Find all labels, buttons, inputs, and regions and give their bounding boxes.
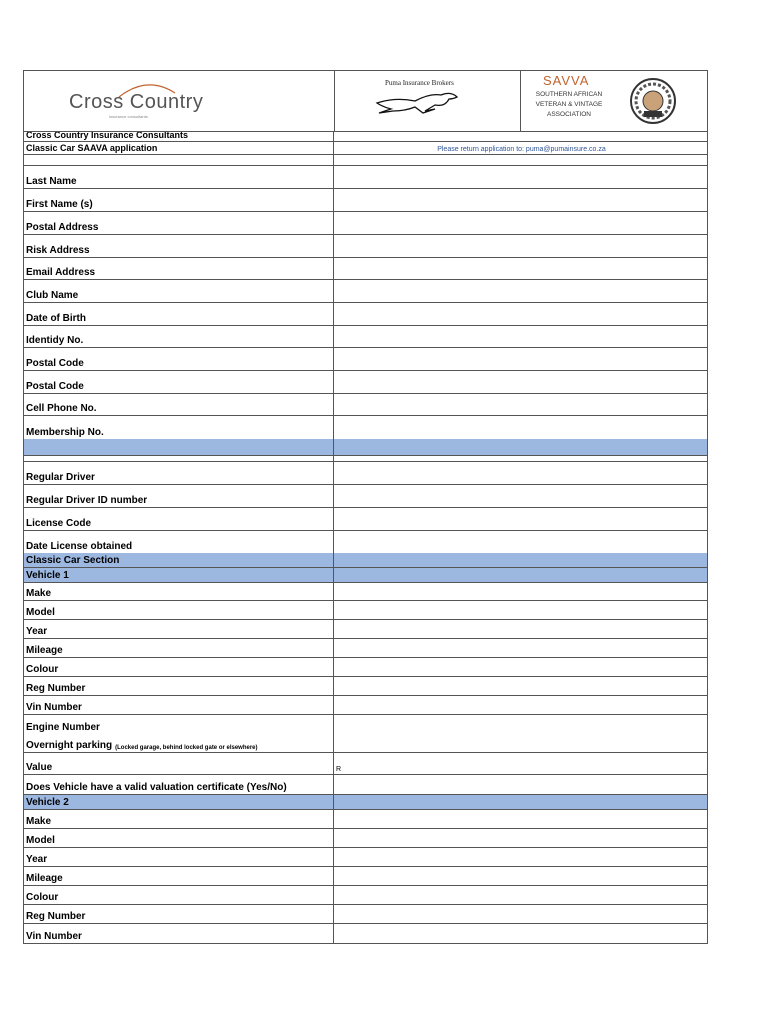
field-input-value[interactable] — [334, 753, 707, 774]
field-label-date-of-birth: Date of Birth — [24, 303, 334, 325]
field-input-vin-number[interactable] — [334, 696, 707, 714]
form-row — [24, 189, 707, 212]
application-form — [23, 70, 708, 944]
vehicle-2-section — [24, 810, 707, 943]
cross-country-logo: Cross Country insurance consultants — [69, 91, 209, 117]
form-row — [24, 583, 707, 601]
field-label-model: Model — [24, 829, 334, 847]
classic-car-section-title: Classic Car Section — [24, 553, 334, 567]
intro-row — [24, 142, 707, 155]
field-label-cell-phone-no: Cell Phone No. — [24, 394, 334, 415]
field-label-regular-driver: Regular Driver — [24, 462, 334, 484]
spacer-row — [24, 155, 707, 166]
field-label-year: Year — [24, 848, 334, 866]
form-row — [24, 886, 707, 905]
field-input-colour[interactable] — [334, 658, 707, 676]
field-input-colour[interactable] — [334, 886, 707, 904]
puma-icon — [375, 89, 461, 115]
field-input-date-of-birth[interactable] — [334, 303, 707, 325]
field-label-regular-driver-id-number: Regular Driver ID number — [24, 485, 334, 507]
form-row — [24, 348, 707, 371]
field-label-first-name-s: First Name (s) — [24, 189, 334, 211]
form-row — [24, 258, 707, 280]
form-row — [24, 212, 707, 235]
field-label-risk-address: Risk Address — [24, 235, 334, 257]
field-input-cell-phone-no[interactable] — [334, 394, 707, 415]
field-input-make[interactable] — [334, 583, 707, 600]
field-input-date-license-obtained[interactable] — [334, 531, 707, 553]
form-row — [24, 531, 707, 553]
association-logo-cell — [521, 71, 707, 131]
field-label-make: Make — [24, 583, 334, 600]
vehicle-1-section — [24, 583, 707, 734]
field-input-regular-driver[interactable] — [334, 462, 707, 484]
intro-row — [24, 132, 707, 142]
field-label-identidy-no: Identidy No. — [24, 326, 334, 347]
field-label-mileage: Mileage — [24, 639, 334, 657]
field-label-colour: Colour — [24, 886, 334, 904]
form-row — [24, 639, 707, 658]
form-row — [24, 810, 707, 829]
form-row — [24, 924, 707, 943]
form-row — [24, 905, 707, 924]
company-logo-cell — [24, 71, 335, 131]
field-input-vin-number[interactable] — [334, 924, 707, 943]
form-row — [24, 620, 707, 639]
field-input-first-name-s[interactable] — [334, 189, 707, 211]
section-header — [24, 568, 707, 583]
field-input-reg-number[interactable] — [334, 677, 707, 695]
form-row — [24, 848, 707, 867]
field-input-mileage[interactable] — [334, 867, 707, 885]
form-row — [24, 775, 707, 795]
form-row — [24, 394, 707, 416]
field-label-email-address: Email Address — [24, 258, 334, 279]
field-label-vin-number: Vin Number — [24, 696, 334, 714]
field-input-license-code[interactable] — [334, 508, 707, 530]
field-label-club-name: Club Name — [24, 280, 334, 302]
form-row — [24, 416, 707, 439]
vehicle-1-title: Vehicle 1 — [24, 568, 334, 582]
field-input-reg-number[interactable] — [334, 905, 707, 923]
field-input-overnight-parking[interactable] — [334, 734, 707, 752]
field-input-identidy-no[interactable] — [334, 326, 707, 347]
field-label-postal-code: Postal Code — [24, 348, 334, 370]
association-emblem-icon — [629, 77, 677, 125]
association-subtitle: SOUTHERN AFRICAN VETERAN & VINTAGE ASSOCIATION — [535, 91, 603, 118]
form-row — [24, 235, 707, 258]
field-label-valuation-certificate: Does Vehicle have a valid valuation certificate (Yes/No) — [24, 775, 334, 794]
form-row — [24, 867, 707, 886]
field-input-mileage[interactable] — [334, 639, 707, 657]
broker-logo-cell — [335, 71, 521, 131]
field-label-reg-number: Reg Number — [24, 905, 334, 923]
return-note: Please return application to: puma@pumainsure.co.za — [437, 146, 606, 153]
currency-prefix: R — [336, 766, 342, 773]
form-row — [24, 280, 707, 303]
field-label-make: Make — [24, 810, 334, 828]
field-label-engine-number: Engine Number — [24, 715, 334, 734]
field-input-model[interactable] — [334, 829, 707, 847]
field-label-mileage: Mileage — [24, 867, 334, 885]
broker-name: Puma Insurance Brokers — [385, 79, 454, 87]
form-row — [24, 371, 707, 394]
form-row — [24, 677, 707, 696]
form-row — [24, 753, 707, 775]
section-header — [24, 553, 707, 568]
field-input-make[interactable] — [334, 810, 707, 828]
field-input-last-name[interactable] — [334, 166, 707, 188]
field-label-colour: Colour — [24, 658, 334, 676]
field-input-year[interactable] — [334, 848, 707, 866]
form-row — [24, 658, 707, 677]
field-label-year: Year — [24, 620, 334, 638]
form-row — [24, 508, 707, 531]
form-row — [24, 696, 707, 715]
driver-details-section — [24, 462, 707, 553]
section-divider — [24, 439, 707, 456]
field-label-last-name: Last Name — [24, 166, 334, 188]
form-row — [24, 829, 707, 848]
field-input-risk-address[interactable] — [334, 235, 707, 257]
overnight-parking-note: (Locked garage, behind locked gate or elsewhere) — [115, 745, 258, 751]
form-row — [24, 485, 707, 508]
form-row — [24, 462, 707, 485]
field-label-overnight-parking: Overnight parking (Locked garage, behind locked gate or elsewhere) — [24, 734, 334, 752]
field-label-value: Value — [24, 753, 334, 774]
field-input-club-name[interactable] — [334, 280, 707, 302]
field-input-valuation-certificate[interactable] — [334, 775, 707, 794]
field-label-model: Model — [24, 601, 334, 619]
field-label-postal-code: Postal Code — [24, 371, 334, 393]
field-input-model[interactable] — [334, 601, 707, 619]
field-input-engine-number[interactable] — [334, 715, 707, 734]
form-row — [24, 601, 707, 620]
field-input-membership-no[interactable] — [334, 416, 707, 439]
form-row — [24, 734, 707, 753]
form-row — [24, 715, 707, 734]
vehicle-2-title: Vehicle 2 — [24, 795, 334, 809]
association-title: SAVVA — [543, 73, 590, 88]
personal-details-section — [24, 166, 707, 439]
field-label-postal-address: Postal Address — [24, 212, 334, 234]
field-input-email-address[interactable] — [334, 258, 707, 279]
field-input-regular-driver-id-number[interactable] — [334, 485, 707, 507]
field-label-vin-number: Vin Number — [24, 924, 334, 943]
form-row — [24, 303, 707, 326]
company-name: Cross Country Insurance Consultants — [24, 132, 334, 141]
section-header — [24, 795, 707, 810]
field-input-postal-code[interactable] — [334, 371, 707, 393]
form-header — [24, 71, 707, 132]
field-label-date-license-obtained: Date License obtained — [24, 531, 334, 553]
field-input-postal-code[interactable] — [334, 348, 707, 370]
form-row — [24, 326, 707, 348]
field-input-year[interactable] — [334, 620, 707, 638]
form-name: Classic Car SAAVA application — [24, 142, 334, 154]
form-row — [24, 166, 707, 189]
field-label-license-code: License Code — [24, 508, 334, 530]
field-label-membership-no: Membership No. — [24, 416, 334, 439]
field-input-postal-address[interactable] — [334, 212, 707, 234]
field-label-reg-number: Reg Number — [24, 677, 334, 695]
